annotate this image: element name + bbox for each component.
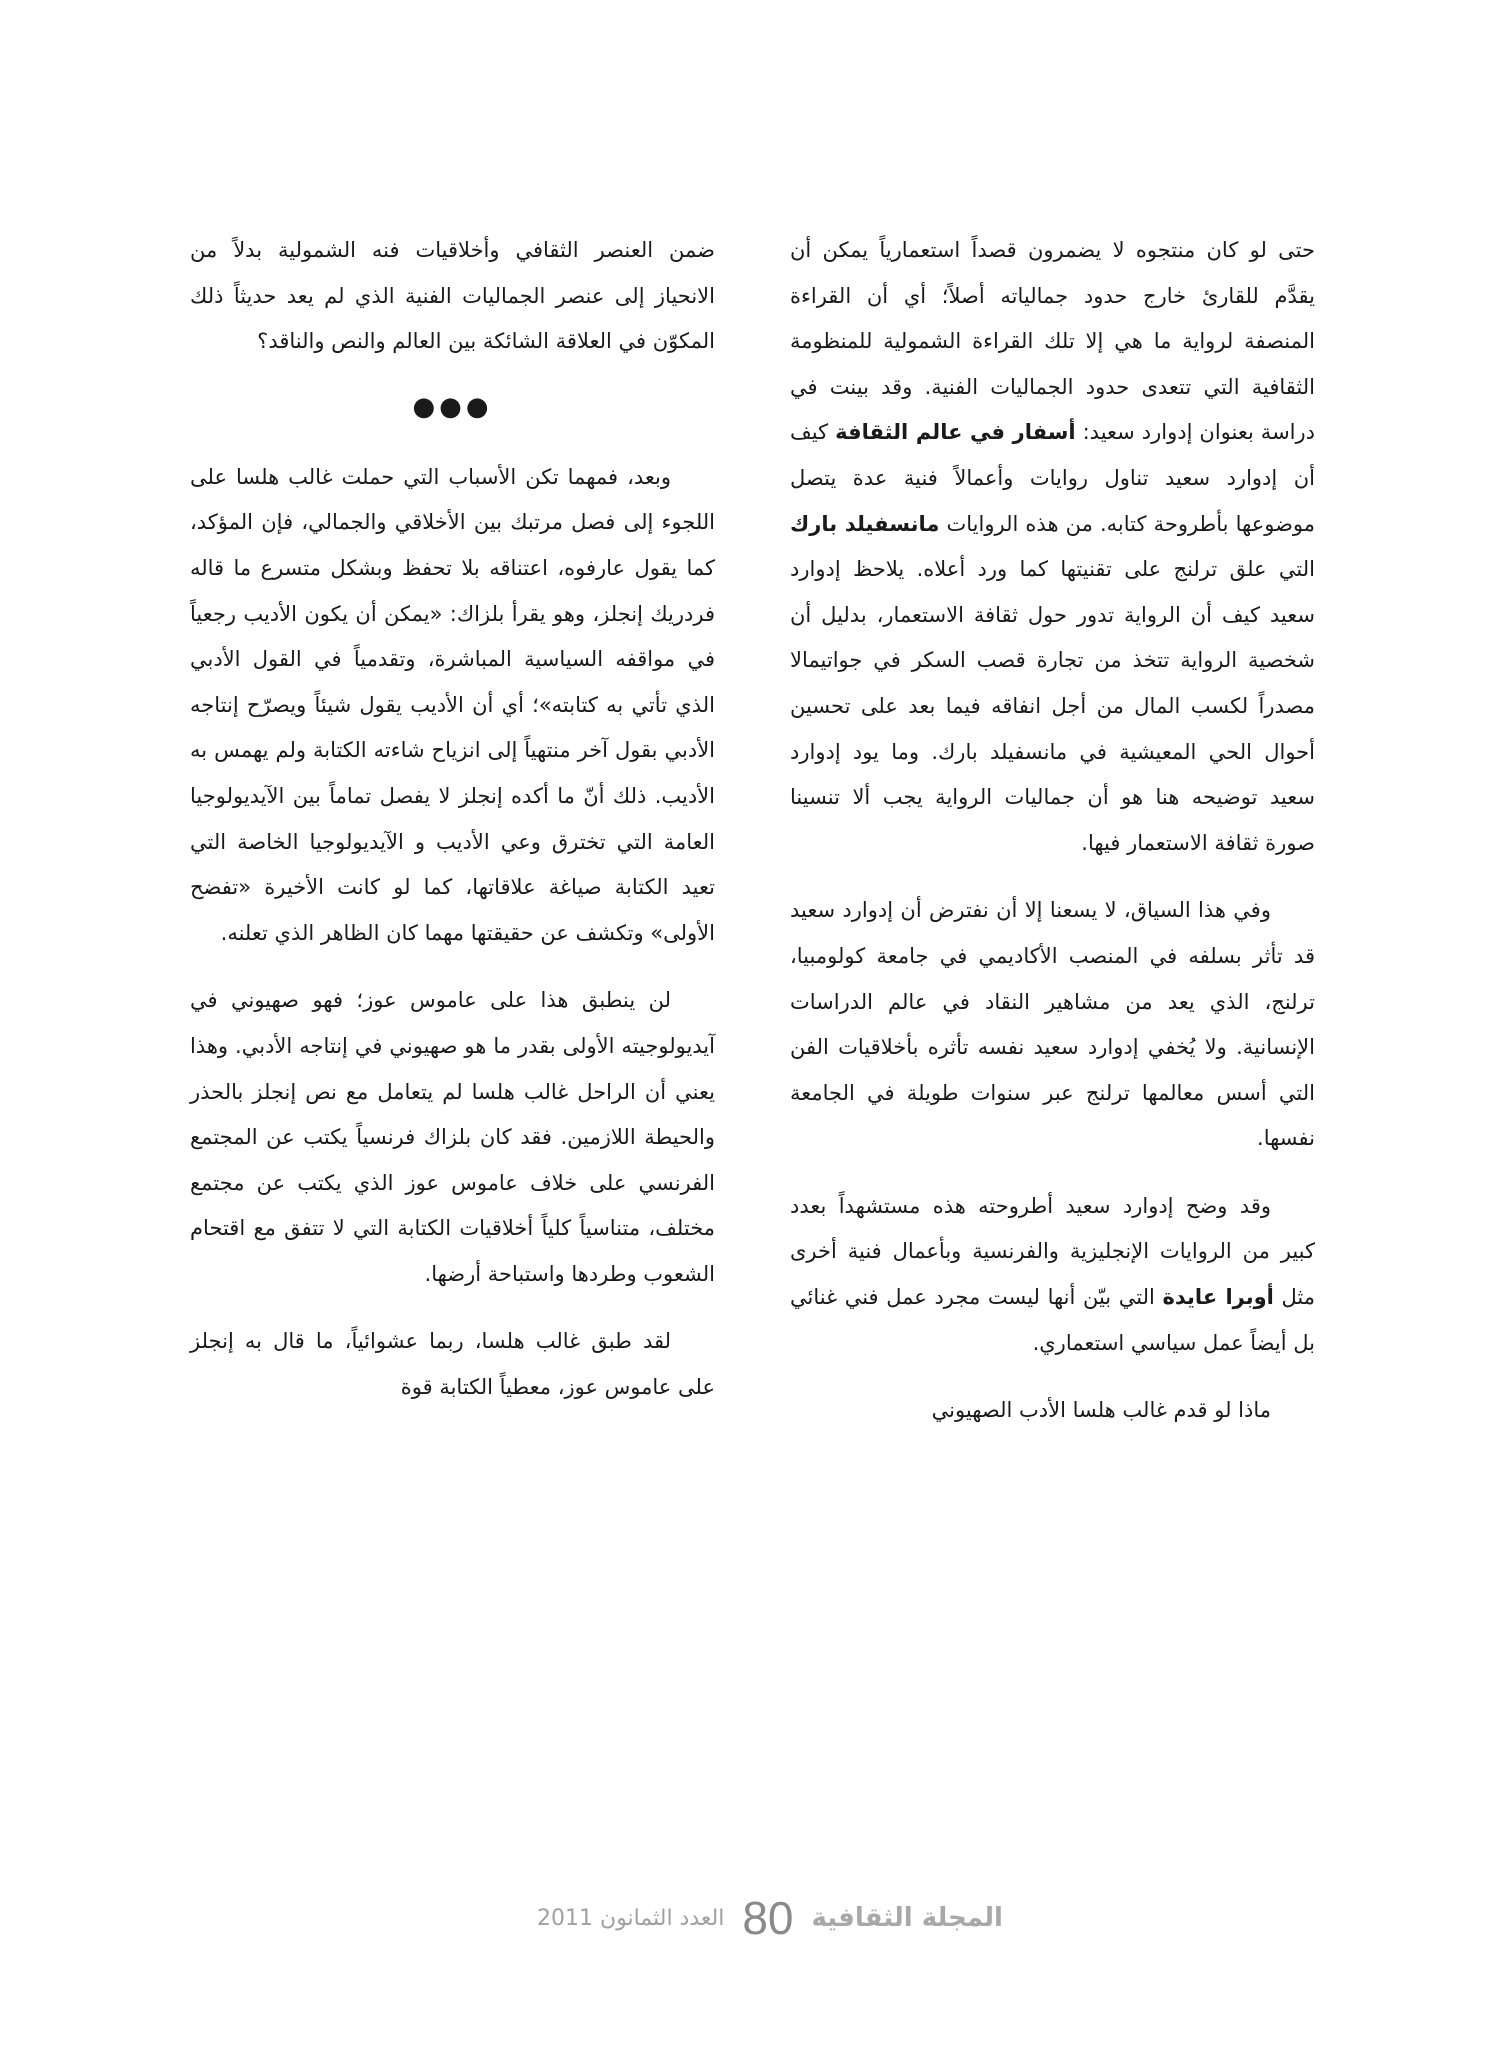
issue-label: العدد الثمانون 2011 [537, 1905, 725, 1931]
page-number: 80 [742, 1892, 794, 1944]
paragraph-text: التي بيّن أنها ليست مجرد عمل فني غنائي بل أيضاً عمل سياسي استعماري. [790, 1285, 1315, 1355]
paragraph-text: التي علق ترلنج على تقنيتها كما ورد أعلاه. يلاحظ إدوارد سعيد كيف أن الرواية تدور حول ثقافة الاستعمار، بدليل أن شخصية الرواية تتخذ من تجارة قصب السكر في جواتيمالا مصدراً لكسب المال من أجل انفاقه فيما بعد على تحسين أحوال الحي المعيشية في مانسفيلد بارك. وما يود إدوارد سعيد توضيحه هنا هو أن جماليات الرواية يجب ألا تنسينا صورة ثقافة الاستعمار فيها. [790, 557, 1315, 855]
right-column [790, 228, 1315, 1456]
section-separator: ●●● [412, 391, 493, 422]
paragraph-text: وقد وضح إدوارد سعيد أطروحته هذه مستشهداً بعدد كبير من الروايات الإنجليزية والفرنسية وبأعمال فنية أخرى مثل [790, 1193, 1315, 1310]
page-footer [430, 1888, 1110, 1948]
paragraph-text: كيف أن إدوارد سعيد تناول روايات وأعمالاً فنية عدة يتصل موضوعها بأطروحة كتابه. من هذه الروايات [790, 420, 1315, 536]
paragraph: لن ينطبق هذا على عاموس عوز؛ فهو صهيوني في آيديولوجيته الأولى بقدر ما هو صهيوني في إنتاجه الأدبي. وهذا يعني أن الراحل غالب هلسا لم يتعامل مع نص إنجلز بالحذر والحيطة اللازمين. فقد كان بلزاك فرنسياً يكتب عن المجتمع الفرنسي على خلاف عاموس عوز الذي يكتب عن مجتمع مختلف، متناسياً كلياً أخلاقيات الكتابة التي لا تتفق مع اقتحام الشعوب وطردها واستباحة أرضها. [190, 988, 715, 1286]
bold-title: مانسفيلد بارك [790, 511, 940, 536]
left-column [190, 228, 715, 1433]
bold-title: أوبرا عايدة [1162, 1285, 1274, 1310]
paragraph: وبعد، فمهما تكن الأسباب التي حملت غالب هلسا على اللجوء إلى فصل مرتبك بين الأخلاقي والجمالي، فإن المؤكد، كما يقول عارفوه، اعتناقه بلا تحفظ وبشكل متسرع ما قاله فردريك إنجلز، وهو يقرأ بلزاك: «يمكن أن يكون الأديب رجعياً في مواقفه السياسية المباشرة، وتقدمياً في القول الأدبي الذي تأتي به كتابته»؛ أي أن الأديب يقول شيئاً ويصرّح إنتاجه الأدبي بقول آخر منتهياً إلى انزياح شاءته الكتابة ولم يهمس به الأديب. ذلك أنّ ما أكده إنجلز لا يفصل تماماً بين الآيديولوجيا العامة التي تخترق وعي الأديب و الآيديولوجيا الخاصة التي تعيد الكتابة صياغة علاقاتها، كما لو كانت الأخيرة «تفضح الأولى» وتكشف عن حقيقتها مهما كان الظاهر الذي تعلنه. [190, 464, 715, 945]
paragraph [790, 228, 1315, 866]
paragraph [790, 1184, 1315, 1366]
paragraph: لقد طبق غالب هلسا، ربما عشوائياً، ما قال به إنجلز على عاموس عوز، معطياً الكتابة قوة [190, 1329, 715, 1400]
bold-title: أسفار في عالم الثقافة [835, 420, 1076, 445]
paragraph-text: حتى لو كان منتجوه لا يضمرون قصداً استعمارياً يمكن أن يقدَّم للقارئ خارج حدود جمالياته أصلاً؛ أي أن القراءة المنصفة لرواية ما هي إلا تلك القراءة الشمولية للمنظومة الثقافية التي تتعدى حدود الجماليات الفنية. وقد بينت في دراسة بعنوان إدوارد سعيد: [790, 238, 1315, 445]
magazine-name: المجلة الثقافية [811, 1903, 1003, 1933]
paragraph: ضمن العنصر الثقافي وأخلاقيات فنه الشمولية بدلاً من الانحياز إلى عنصر الجماليات الفنية الذي لم يعد حديثاً ذلك المكوّن في العلاقة الشائكة بين العالم والنص والناقد؟ [190, 238, 715, 354]
paragraph: وفي هذا السياق، لا يسعنا إلا أن نفترض أن إدوارد سعيد قد تأثر بسلفه في المنصب الأكاديمي في جامعة كولومبيا، ترلنج، الذي يعد من مشاهير النقاد في عالم الدراسات الإنسانية. ولا يُخفي إدوارد سعيد نفسه تأثره بأخلاقيات الفن التي أسس معالمها ترلنج عبر سنوات طويلة في الجامعة نفسها. [790, 898, 1315, 1151]
paragraph: ماذا لو قدم غالب هلسا الأدب الصهيوني [931, 1398, 1271, 1423]
